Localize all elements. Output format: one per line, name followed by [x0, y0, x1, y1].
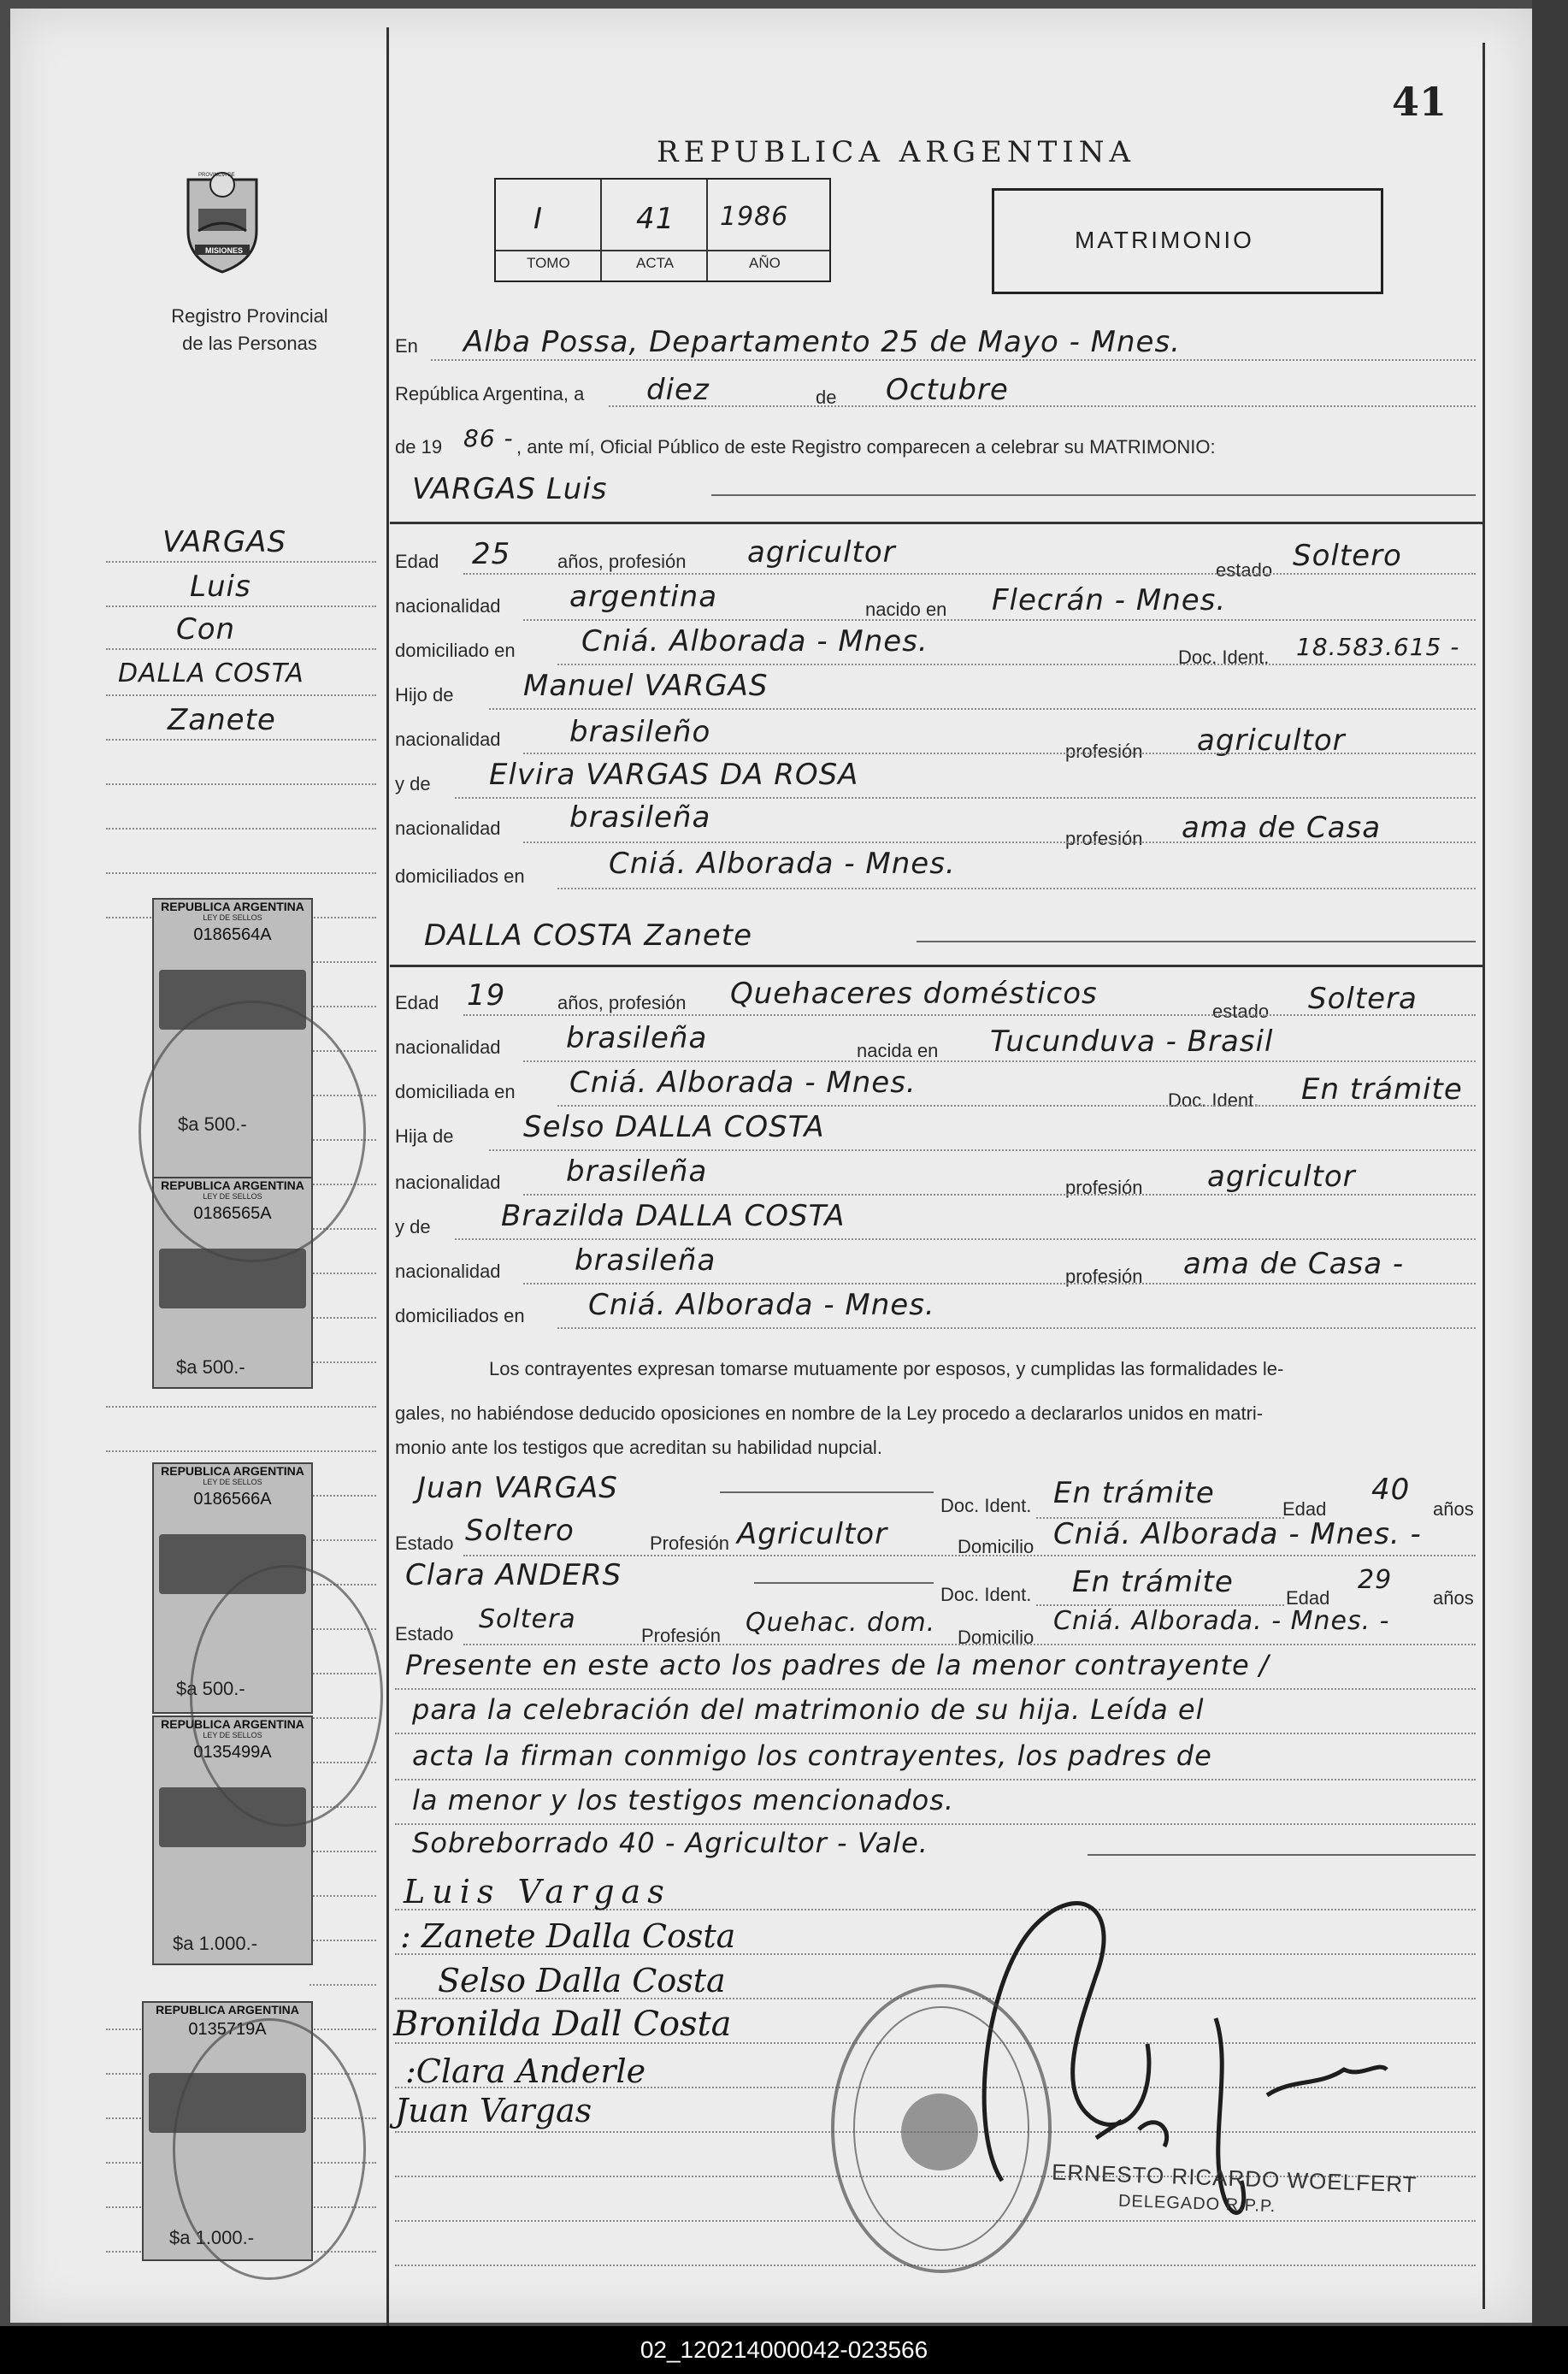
witness1-doc-label: Doc. Ident.	[940, 1495, 1032, 1516]
stamp2-number: 0186565A	[193, 1204, 272, 1223]
matrimonio-box	[992, 188, 1383, 294]
witness1-estado-label: Estado	[395, 1532, 454, 1554]
witness2-dom-label: Domicilio	[958, 1627, 1035, 1648]
witness1-edad: 40	[1371, 1473, 1411, 1507]
tomo-acta-box	[494, 178, 831, 282]
signature-6: Juan Vargas	[395, 2092, 592, 2129]
groom-heading-name: VARGAS Luis	[412, 472, 608, 506]
groom-madre-nac: brasileña	[569, 800, 711, 835]
official-title: DELEGADO R.P.P.	[1117, 2191, 1276, 2217]
groom-padre-nac-label: nacionalidad	[395, 729, 501, 750]
doc-type: MATRIMONIO	[1075, 227, 1254, 253]
stamp1-value: $a 500.-	[178, 1113, 247, 1135]
stamp2-sub: LEY DE SELLOS	[203, 1192, 262, 1201]
groom-edad-label: Edad	[395, 551, 439, 572]
stamp3-value: $a 500.-	[176, 1678, 245, 1699]
acta-label: ACTA	[636, 255, 675, 271]
signature-3: Selso Dalla Costa	[438, 1962, 726, 1999]
groom-doms-label: domiciliados en	[395, 865, 525, 887]
witness1-doc: En trámite	[1053, 1476, 1215, 1510]
groom-hijo-label: Hijo de	[395, 684, 454, 706]
groom-edad: 25	[472, 537, 511, 571]
bride-edad-label: Edad	[395, 992, 439, 1013]
intro-republica-label: República Argentina, a	[395, 383, 585, 405]
bride-madre-nac: brasileña	[575, 1243, 716, 1278]
witness1-profesion: Agricultor	[737, 1517, 888, 1551]
groom-doc: 18.583.615 -	[1296, 633, 1460, 661]
emblem-top-text: PROVINCIA DE	[198, 173, 235, 178]
witness2-estado-label: Estado	[395, 1623, 454, 1645]
bride-estado-label: estado	[1212, 1001, 1270, 1022]
bride-profesion: Quehaceres domésticos	[730, 977, 1098, 1011]
file-id-footer: 02_120214000042-023566	[0, 2326, 1568, 2374]
bride-madre: Brazilda DALLA COSTA	[501, 1199, 846, 1233]
note-line-4: la menor y los testigos mencionados.	[412, 1784, 955, 1816]
intro-en-label: En	[395, 335, 418, 357]
margin-divider	[386, 27, 389, 2328]
groom-nacido-label: nacido en	[865, 599, 947, 620]
stamp1-number: 0186564A	[193, 925, 272, 944]
groom-nacionalidad: argentina	[569, 580, 718, 614]
bride-padres-dom: Cniá. Alborada - Mnes.	[588, 1288, 935, 1322]
margin-name-5: Zanete	[168, 703, 276, 737]
groom-dom-label: domiciliado en	[395, 640, 516, 661]
bride-madre-prof-label: profesión	[1065, 1266, 1143, 1287]
signature-2: : Zanete Dalla Costa	[400, 1917, 736, 1955]
bride-padre-nac-label: nacionalidad	[395, 1172, 501, 1193]
anio-label: AÑO	[749, 255, 781, 271]
stamp4-header: REPUBLICA ARGENTINA	[161, 1717, 304, 1731]
stamp2-header: REPUBLICA ARGENTINA	[161, 1178, 304, 1192]
groom-anos-prof-label: años, profesión	[557, 551, 687, 572]
witness1-domicilio: Cniá. Alborada - Mnes. -	[1053, 1517, 1422, 1551]
official-name: ERNESTO RICARDO WOELFERT	[1051, 2158, 1418, 2198]
groom-nacido-en: Flecrán - Mnes.	[992, 583, 1227, 617]
groom-doc-label: Doc. Ident.	[1178, 647, 1270, 668]
stamp4-value: $a 1.000.-	[173, 1933, 258, 1954]
stamp4-number: 0135499A	[193, 1743, 272, 1762]
margin-name-4: DALLA COSTA	[118, 658, 304, 688]
declaration-line3: monio ante los testigos que acreditan su habilidad nupcial.	[395, 1437, 882, 1458]
bride-anos-prof-label: años, profesión	[557, 992, 687, 1013]
stamp1-sub: LEY DE SELLOS	[203, 913, 262, 922]
witness2-prof-label: Profesión	[641, 1625, 721, 1646]
witness2-profesion: Quehac. dom.	[746, 1608, 936, 1638]
witness2-anos-label: años	[1433, 1587, 1474, 1609]
stamp1-header: REPUBLICA ARGENTINA	[161, 900, 304, 913]
groom-domicilio: Cniá. Alborada - Mnes.	[581, 624, 928, 658]
groom-estado: Soltero	[1293, 539, 1402, 573]
signature-4: Bronilda Dall Costa	[393, 2005, 732, 2044]
bride-doc-label: Doc. Ident.	[1168, 1090, 1259, 1111]
acta-value: 41	[636, 202, 675, 236]
bride-yde-label: y de	[395, 1216, 431, 1237]
witness1-edad-label: Edad	[1282, 1498, 1327, 1520]
note-line-3: acta la firman conmigo los contrayentes, los padres de	[412, 1739, 1212, 1772]
stamp5-header: REPUBLICA ARGENTINA	[156, 2003, 299, 2017]
provincial-emblem	[181, 164, 263, 275]
bride-domicilio: Cniá. Alborada - Mnes.	[569, 1066, 917, 1100]
intro-place: Alba Possa, Departamento 25 de Mayo - Mnes.	[463, 325, 1181, 359]
groom-madre-prof: ama de Casa	[1182, 811, 1382, 845]
groom-profesion: agricultor	[747, 535, 896, 570]
stamp4-sub: LEY DE SELLOS	[203, 1731, 262, 1739]
groom-padre: Manuel VARGAS	[523, 669, 769, 703]
bride-madre-nac-label: nacionalidad	[395, 1261, 501, 1282]
witness1-prof-label: Profesión	[650, 1532, 729, 1554]
emblem-bottom-text: MISIONES	[205, 246, 244, 255]
intro-month: Octubre	[886, 373, 1009, 407]
bride-heading-name: DALLA COSTA Zanete	[424, 918, 753, 953]
bride-doms-label: domiciliados en	[395, 1305, 525, 1326]
bride-hija-label: Hija de	[395, 1125, 454, 1147]
stamp2-value: $a 500.-	[176, 1356, 245, 1378]
intro-line3: , ante mí, Oficial Público de este Registro comparecen a celebrar su MATRIMONIO:	[516, 436, 1216, 458]
witness2-doc-label: Doc. Ident.	[940, 1584, 1032, 1605]
stamp-cancel-seal-2	[190, 1565, 383, 1827]
witness2-domicilio: Cniá. Alborada. - Mnes. -	[1053, 1606, 1390, 1636]
note-line-1: Presente en este acto los padres de la menor contrayente /	[405, 1649, 1270, 1681]
groom-padre-nac: brasileño	[569, 715, 711, 749]
country-title: REPUBLICA ARGENTINA	[657, 135, 1136, 169]
witness1-dom-label: Domicilio	[958, 1536, 1035, 1557]
margin-name-2: Luis	[190, 570, 251, 604]
groom-madre-nac-label: nacionalidad	[395, 818, 501, 839]
stamp3-number: 0186566A	[193, 1490, 272, 1509]
bride-padre-prof: agricultor	[1207, 1160, 1356, 1194]
registry-name: Registro Provincial de las Personas	[171, 305, 328, 354]
witness1-estado: Soltero	[465, 1514, 575, 1548]
bride-dom-label: domiciliada en	[395, 1081, 516, 1102]
intro-year-suffix: 86 -	[463, 424, 514, 452]
bride-padre-nac: brasileña	[566, 1155, 708, 1189]
bride-nacida-en: Tucunduva - Brasil	[990, 1025, 1274, 1059]
note-line-5: Sobreborrado 40 - Agricultor - Vale.	[412, 1827, 928, 1859]
signature-1: Luis Vargas	[404, 1873, 671, 1910]
intro-de-label: de	[816, 387, 837, 408]
declaration-line1: Los contrayentes expresan tomarse mutuamente por esposos, y cumplidas las formalidades le-	[489, 1358, 1284, 1379]
stamp5-value: $a 1.000.-	[169, 2227, 255, 2248]
tomo-value: I	[533, 202, 544, 236]
right-border	[1483, 43, 1485, 2309]
witness1-anos-label: años	[1433, 1498, 1474, 1520]
bride-madre-prof: ama de Casa -	[1183, 1247, 1405, 1281]
margin-name-1: VARGAS	[162, 525, 287, 559]
page-number: 41	[1392, 79, 1447, 125]
margin-name-3: Con	[176, 612, 236, 647]
intro-day: diez	[646, 373, 710, 407]
stamp-cancel-seal-1	[139, 1001, 366, 1262]
stamp5-number: 0135719A	[188, 2020, 267, 2039]
bride-padre-prof-label: profesión	[1065, 1177, 1143, 1198]
signature-5: :Clara Anderle	[405, 2052, 646, 2090]
groom-madre: Elvira VARGAS DA ROSA	[489, 758, 859, 792]
book-edge	[1532, 0, 1568, 2326]
bride-doc: En trámite	[1301, 1072, 1463, 1107]
witness2-edad: 29	[1358, 1565, 1393, 1595]
groom-madre-prof-label: profesión	[1065, 828, 1143, 849]
groom-padres-dom: Cniá. Alborada - Mnes.	[609, 847, 956, 881]
bride-estado: Soltera	[1308, 982, 1418, 1016]
bride-nacionalidad: brasileña	[566, 1021, 708, 1055]
witness2-edad-label: Edad	[1286, 1587, 1330, 1609]
declaration-line2: gales, no habiéndose deducido oposiciones en nombre de la Ley procedo a declararlos unidos en matri-	[395, 1403, 1264, 1424]
groom-nac-label: nacionalidad	[395, 595, 501, 617]
groom-yde-label: y de	[395, 773, 431, 794]
anio-value: 1986	[720, 202, 789, 232]
groom-estado-label: estado	[1216, 559, 1273, 581]
official-seal	[831, 1984, 1052, 2273]
bride-edad: 19	[467, 978, 506, 1013]
note-line-2: para la celebración del matrimonio de su hija. Leída el	[412, 1693, 1205, 1726]
stamp3-sub: LEY DE SELLOS	[203, 1478, 262, 1486]
register-page	[10, 9, 1532, 2323]
bride-padre: Selso DALLA COSTA	[523, 1110, 825, 1144]
bride-nac-label: nacionalidad	[395, 1036, 501, 1058]
witness2-name: Clara ANDERS	[405, 1558, 622, 1592]
tomo-label: TOMO	[527, 255, 570, 271]
stamp3-header: REPUBLICA ARGENTINA	[161, 1464, 304, 1478]
groom-padre-prof-label: profesión	[1065, 741, 1143, 762]
intro-year-prefix: de 19	[395, 436, 443, 458]
witness2-doc: En trámite	[1072, 1565, 1234, 1599]
witness2-estado: Soltera	[479, 1604, 576, 1634]
stamp-cancel-seal-3	[173, 2018, 366, 2280]
witness1-name: Juan VARGAS	[417, 1471, 618, 1505]
groom-padre-prof: agricultor	[1197, 723, 1346, 758]
bride-nacida-label: nacida en	[857, 1040, 939, 1061]
